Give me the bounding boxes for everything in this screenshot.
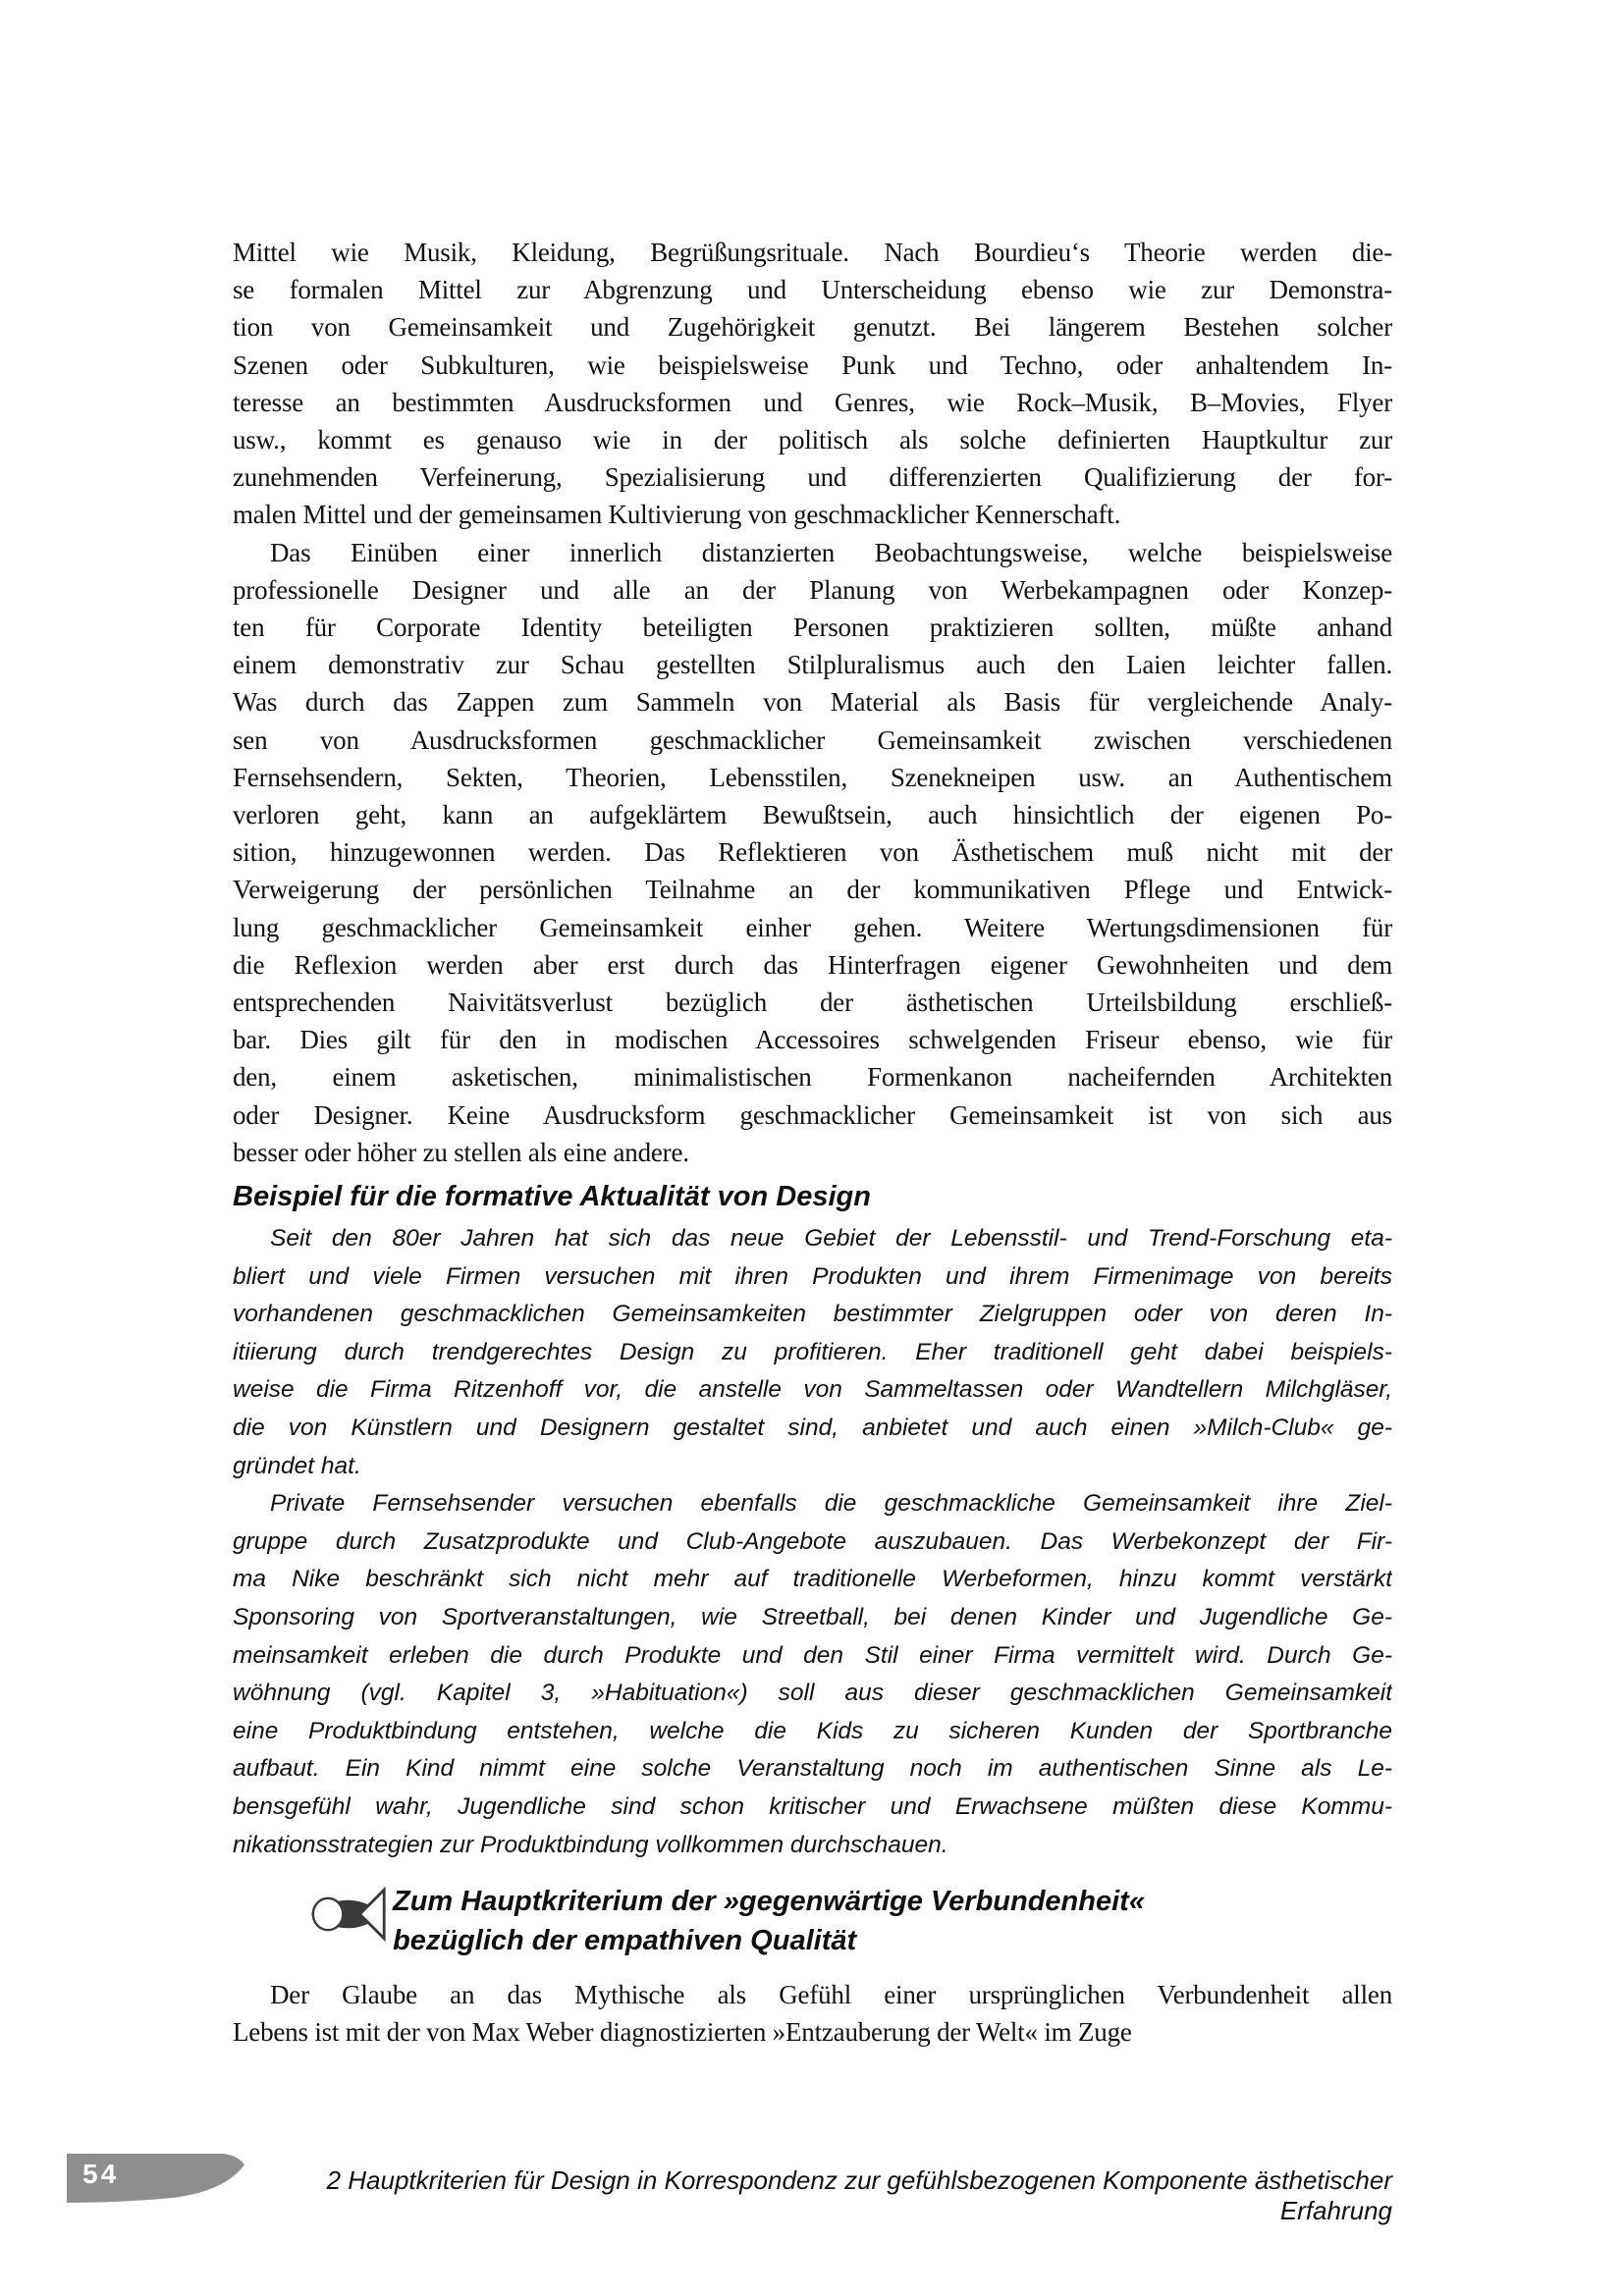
example-paragraph-2 — [233, 1485, 1392, 1864]
callout-heading-line-1: Zum Hauptkriterium der »gegenwärtige Verbundenheit« — [393, 1886, 1145, 1918]
text-line: Mittel wie Musik, Kleidung, Begrüßungsrituale. Nach Bourdieu‘s Theorie werden die- — [233, 238, 1392, 267]
text-line: bar. Dies gilt für den in modischen Accessoires schwelgenden Friseur ebenso, wie für — [233, 1025, 1392, 1055]
text-line: die Reflexion werden aber erst durch das Hinterfragen eigener Gewohnheiten und dem — [233, 949, 1392, 980]
text-line: itiierung durch trendgerechtes Design zu profitieren. Eher traditionell geht dabei beispiels- — [233, 1338, 1392, 1365]
callout-heading — [393, 1882, 1392, 1960]
text-line: gründet hat. — [233, 1452, 361, 1479]
text-line: sen von Ausdrucksformen geschmacklicher Gemeinsamkeit zwischen verschiedenen — [233, 724, 1392, 755]
text-line: einem demonstrativ zur Schau gestellten Stilpluralismus auch den Laien leichter fallen. — [233, 650, 1392, 680]
text-line: nikationsstrategien zur Produktbindung vollkommen durchschauen. — [233, 1831, 948, 1858]
text-line: Das Einüben einer innerlich distanzierten Beobachtungsweise, welche beispielsweise — [270, 537, 1392, 567]
text-line: Szenen oder Subkulturen, wie beispielsweise Punk und Techno, oder anhaltendem In- — [233, 349, 1392, 380]
text-line: ma Nike beschränkt sich nicht mehr auf traditionelle Werbeformen, hinzu kommt verstärkt — [233, 1566, 1392, 1593]
example-paragraph-1 — [233, 1220, 1392, 1485]
text-line: verloren geht, kann an aufgeklärtem Bewußtsein, auch hinsichtlich der eigenen Po- — [233, 800, 1392, 830]
text-line: bliert und viele Firmen versuchen mit ihren Produkten und ihrem Firmenimage von bereits — [233, 1262, 1392, 1290]
text-line: professionelle Designer und alle an der Planung von Werbekampagnen oder Konzep- — [233, 574, 1392, 605]
text-line: Der Glaube an das Mythische als Gefühl einer ursprünglichen Verbundenheit allen — [270, 1980, 1392, 2010]
criterion-callout — [233, 1882, 1392, 1964]
text-line: weise die Firma Ritzenhoff vor, die anstelle von Sammeltassen oder Wandtellern Milchgläser, — [233, 1376, 1392, 1404]
text-line: malen Mittel und der gemeinsamen Kultivierung von geschmacklicher Kennerschaft. — [233, 500, 1121, 530]
text-line: wöhnung (vgl. Kapitel 3, »Habituation«) soll aus dieser geschmacklichen Gemeinsamkeit — [233, 1680, 1392, 1707]
text-line: Sponsoring von Sportveranstaltungen, wie Streetball, bei denen Kinder und Jugendliche Ge- — [233, 1604, 1392, 1631]
text-line: Verweigerung der persönlichen Teilnahme an der kommunikativen Pflege und Entwick- — [233, 875, 1392, 905]
text-line: bensgefühl wahr, Jugendliche sind schon kritischer und Erwachsene müßten diese Kommu- — [233, 1792, 1392, 1820]
callout-heading-line-2: bezüglich der empathiven Qualität — [393, 1925, 857, 1957]
text-line: lung geschmacklicher Gemeinsamkeit einher gehen. Weitere Wertungsdimensionen für — [233, 912, 1392, 942]
text-column — [233, 234, 1392, 2052]
text-line: aufbaut. Ein Kind nimmt eine solche Veranstaltung noch im authentischen Sinne als Le- — [233, 1755, 1392, 1783]
text-line: teresse an bestimmten Ausdrucksformen und Genres, wie Rock–Musik, B–Movies, Flyer — [233, 387, 1392, 417]
text-line: tion von Gemeinsamkeit und Zugehörigkeit genutzt. Bei längerem Bestehen solcher — [233, 312, 1392, 343]
section-heading: Beispiel für die formative Aktualität von Design — [233, 1181, 871, 1213]
closing-paragraph — [233, 1976, 1392, 2051]
text-line: meinsamkeit erleben die durch Produkte und den Stil einer Firma vermittelt wird. Durch Ge- — [233, 1641, 1392, 1669]
running-footer-title: 2 Hauptkriterien für Design in Korrespondenz zur gefühlsbezogenen Komponente ästhetischer Erfahrung — [326, 2165, 1392, 2225]
page-number: 54 — [82, 2159, 120, 2189]
text-line: zunehmenden Verfeinerung, Spezialisierung und differenzierten Qualifizierung der for- — [233, 462, 1392, 493]
text-line: eine Produktbindung entstehen, welche die Kids zu sicheren Kunden der Sportbranche — [233, 1717, 1392, 1744]
text-line: Fernsehsendern, Sekten, Theorien, Lebensstilen, Szenekneipen usw. an Authentischem — [233, 762, 1392, 792]
text-line: entsprechenden Naivitätsverlust bezüglich der ästhetischen Urteilsbildung erschließ- — [233, 988, 1392, 1018]
text-line: oder Designer. Keine Ausdrucksform geschmacklicher Gemeinsamkeit ist von sich aus — [233, 1099, 1392, 1130]
body-paragraph-1 — [233, 234, 1392, 534]
text-line: Private Fernsehsender versuchen ebenfalls die geschmackliche Gemeinsamkeit ihre Ziel- — [270, 1490, 1392, 1518]
text-line: usw., kommt es genauso wie in der politisch als solche definierten Hauptkultur zur — [233, 425, 1392, 455]
text-line: sition, hinzugewonnen werden. Das Reflektieren von Ästhetischem muß nicht mit der — [233, 837, 1392, 868]
text-line: Was durch das Zappen zum Sammeln von Material als Basis für vergleichende Analy- — [233, 687, 1392, 718]
text-line: besser oder höher zu stellen als eine andere. — [233, 1137, 689, 1167]
text-line: ten für Corporate Identity beteiligten Personen praktizieren sollten, müßte anhand — [233, 613, 1392, 643]
fish-icon — [309, 1886, 388, 1943]
text-line: gruppe durch Zusatzprodukte und Club-Angebote auszubauen. Das Werbekonzept der Fir- — [233, 1527, 1392, 1555]
text-line: die von Künstlern und Designern gestaltet sind, anbietet und auch einen »Milch-Club« ge- — [233, 1415, 1392, 1442]
body-paragraph-2 — [233, 534, 1392, 1171]
text-line: vorhandenen geschmacklichen Gemeinsamkeiten bestimmter Zielgruppen oder von deren In- — [233, 1301, 1392, 1328]
text-line: se formalen Mittel zur Abgrenzung und Unterscheidung ebenso wie zur Demonstra- — [233, 275, 1392, 305]
text-line: Lebens ist mit der von Max Weber diagnostizierten »Entzauberung der Welt« im Zuge — [233, 2017, 1132, 2048]
text-line: Seit den 80er Jahren hat sich das neue Gebiet der Lebensstil- und Trend-Forschung eta- — [270, 1225, 1392, 1253]
text-line: den, einem asketischen, minimalistischen Formenkanon nacheifernden Architekten — [233, 1062, 1392, 1093]
